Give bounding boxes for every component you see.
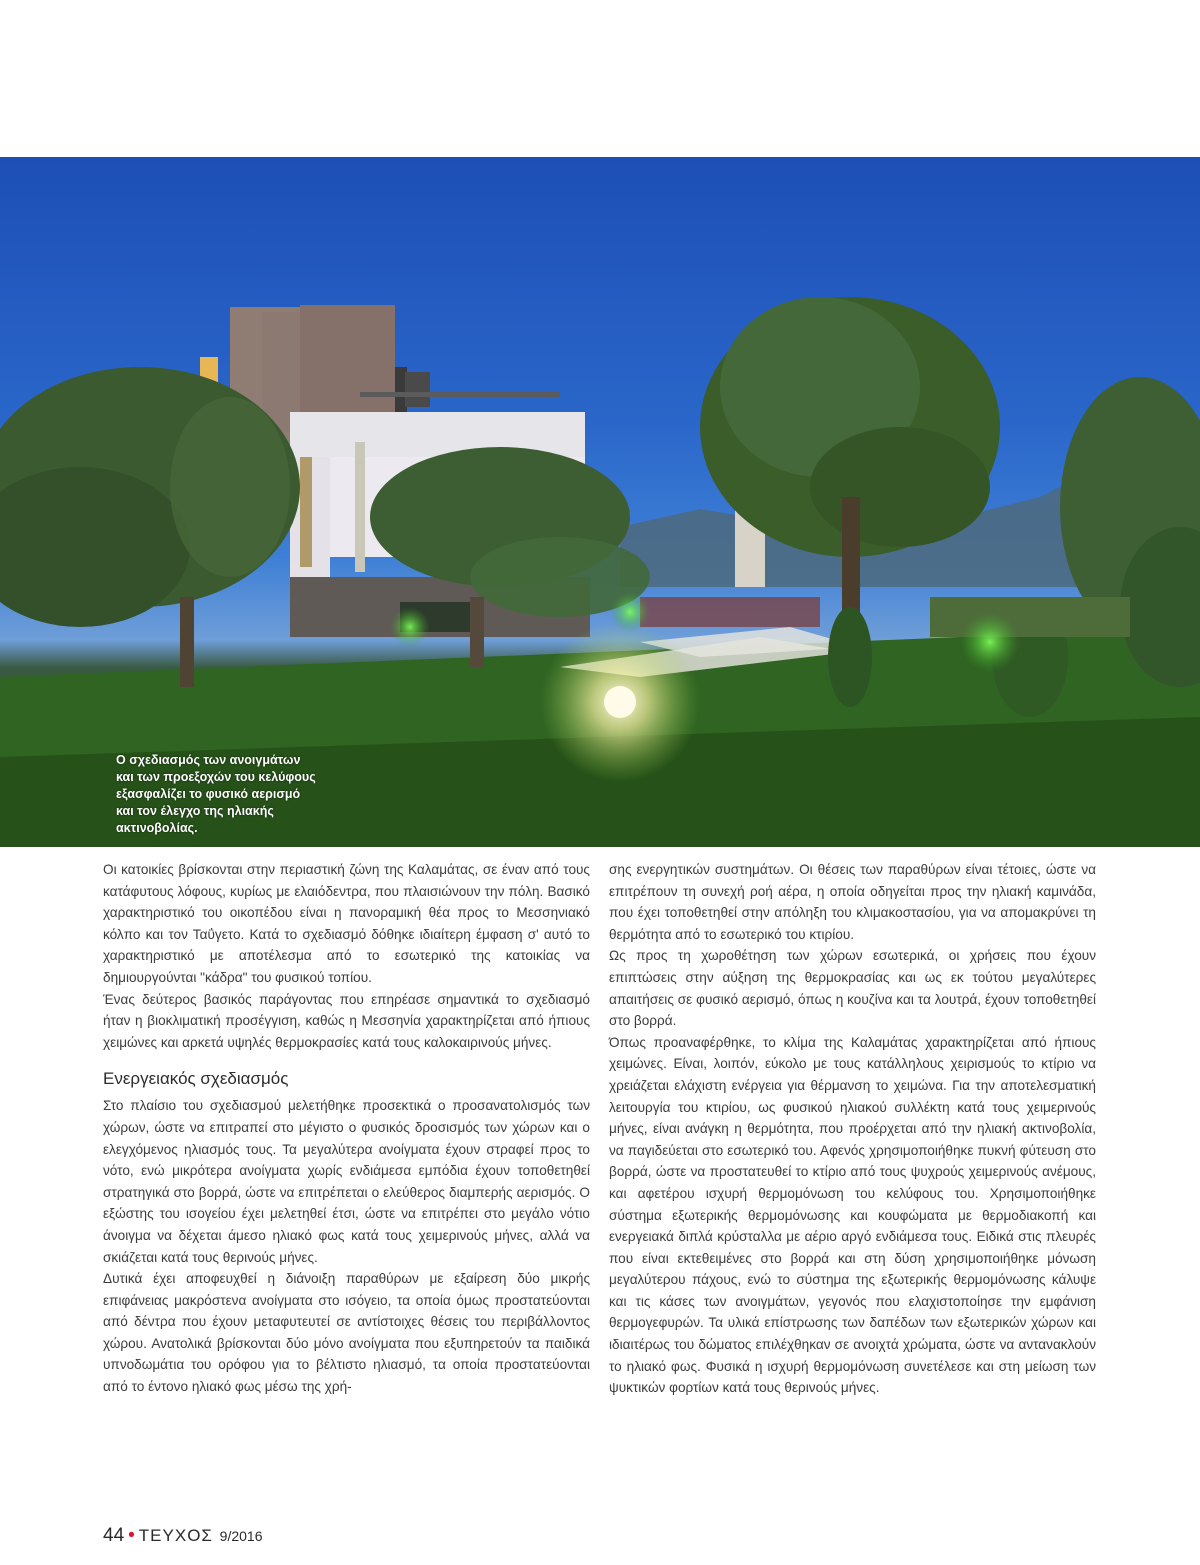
paragraph: Οι κατοικίες βρίσκονται στην περιαστική ζώνη της Καλαμάτας, σε έναν από τους κατάφυτους λόφους, κυρίως με ελαιόδεντρα, που πλαισιώνουν την πόλη. Βασικό χαρακτηριστικό του οικοπέδου είναι η πανοραμική θέα προς το Μεσσηνιακό κόλπο και τον Ταΰγετο. Κατά το σχεδιασμό δόθηκε ιδιαίτερη έμφαση σ' αυτό το χαρακτηριστικό με αποτέλεσμα από το εσωτερικό της κατοικίας να δημιουργούνται "κάδρα" του φυσικού τοπίου. [103,862,590,985]
paragraph: σης ενεργητικών συστημάτων. Οι θέσεις των παραθύρων είναι τέτοιες, ώστε να επιτρέπουν τη συνεχή ροή αέρα, η οποία οδηγείται προς την ηλιακή καμινάδα, που έχει τοποθετηθεί στην απόληξη του κλιμακοστασίου, για να απομακρύνει τη θερμότητα από το εσωτερικό του κτιρίου. [609,862,1096,942]
page-footer [103,1525,263,1547]
photo-caption: Ο σχεδιασμός των ανοιγμάτων και των προεξοχών του κελύφους εξασφαλίζει το φυσικό αερισμό και τον έλεγχο της ηλιακής ακτινοβολίας. [116,753,316,835]
magazine-name: ΤΕΥΧΟΣ [138,1526,213,1545]
house-garden-illustration [0,157,1200,847]
hero-photo [0,157,1200,847]
article-column-right [609,859,1096,1399]
paragraph: Ένας δεύτερος βασικός παράγοντας που επηρέασε σημαντικά το σχεδιασμό ήταν η βιοκλιματική προσέγγιση, καθώς η Μεσσηνία χαρακτηρίζεται από ήπιους χειμώνες και αρκετά υψηλές θερμοκρασίες κατά τους καλοκαιρινούς μήνες. [103,991,590,1050]
page-number: 44 [103,1525,125,1546]
paragraph: Στο πλαίσιο του σχεδιασμού μελετήθηκε προσεκτικά ο προσανατολισμός των χώρων, ώστε να επιτραπεί στο μέγιστο ο φυσικός δροσισμός των χώρων και ο ελεγχόμενος ηλιασμός τους. Τα μεγαλύτερα ανοίγματα έχουν στραφεί προς το νότο, ενώ μικρότερα ανοίγματα χωρίς ενδιάμεσα εμπόδια έχουν τοποθετηθεί στρατηγικά στο βορρά, ώστε να επιτρέπεται ο ελεύθερος διαμπερής αερισμός. Ο εξώστης του ισογείου έχει μελετηθεί έτσι, ώστε να επιτρέπει στο μεγάλο νότιο άνοιγμα να δέχεται άμεσο ηλιακό φως κατά τους χειμερινούς μήνες, αλλά να σκιάζεται κατά τους θερινούς μήνες. [103,1098,590,1265]
paragraph: Ως προς τη χωροθέτηση των χώρων εσωτερικά, οι χρήσεις που έχουν επιπτώσεις στην αύξηση της θερμοκρασίας και ως εκ τούτου μεγαλύτερες απαιτήσεις σε φυσικό αερισμό, όπως η κουζίνα και τα λουτρά, έχουν τοποθετηθεί στο βορρά. [609,948,1096,1029]
section-heading: Ενεργειακός σχεδιασμός [103,1069,289,1089]
separator-dot: • [128,1525,135,1546]
paragraph: Δυτικά έχει αποφευχθεί η διάνοιξη παραθύρων με εξαίρεση δύο μικρής επιφάνειας μακρόστενα ανοίγματα στο ισόγειο, τα οποία όμως προστατεύονται από δέντρα που έχουν μεταφυτευτεί σε αντίστοιχες θέσεις του περιβάλλοντος χώρου. Ανατολικά βρίσκονται δύο μόνο ανοίγματα που εξυπηρετούν τα παιδικά υπνοδωμάτια του ορόφου για το βέλτιστο ηλιασμό, τα οποία προστατεύονται από το έντονο ηλιακό φως μέσω της χρή- [103,1271,590,1395]
article-column-left [103,859,590,1398]
paragraph: Όπως προαναφέρθηκε, το κλίμα της Καλαμάτας χαρακτηρίζεται από ήπιους χειμώνες. Είναι, λοιπόν, εύκολο με τους κατάλληλους χειρισμούς το κτίριο να χρειάζεται ελάχιστη ενέργεια για θέρμανση το χειμώνα. Για την αποτελεσματική λειτουργία του κτιρίου, ως φυσικού ηλιακού συλλέκτη κατά τους χειμερινούς μήνες, είναι ανάγκη η θερμότητα, που προέρχεται από την ηλιακή ακτινοβολία, να παγιδεύεται στο εσωτερικό του. Αφενός χρησιμοποιήθηκε πυκνή φύτευση στο βορρά, ώστε να προστατευθεί το κτίριο από τους ψυχρούς χειμερινούς ανέμους, και αφετέρου ισχυρή θερμομόνωση του κελύφους του. Χρησιμοποιήθηκε σύστημα εξωτερικής θερμομόνωσης και κουφώματα με θερμοδιακοπή και ενεργειακά διπλά κρύσταλλα με αέριο αργό ενδιάμεσα τους. Ειδικά στις πλευρές που είναι εκτεθειμένες στο βορρά και στη δύση χρησιμοποιήθηκε μόνωση μεγαλύτερου πάχους, ενώ το σύστημα της εξωτερικής θερμομόνωσης κάλυψε και τις κάσες των ανοιγμάτων, γεγονός που ελαχιστοποίησε την εμφάνιση θερμογεφυρών. Τα υλικά επίστρωσης των δαπέδων των εξωτερικών χώρων και ιδιαιτέρως του δώματος επιλέχθηκαν σε ανοιχτά χρώματα, ώστε να αντανακλούν το ηλιακό φως. Φυσικά η ισχυρή θερμομόνωση συνετέλεσε και στη μείωση των ψυκτικών φορτίων κατά τους θερινούς μήνες. [609,1034,1096,1396]
issue-date: 9/2016 [219,1528,263,1544]
